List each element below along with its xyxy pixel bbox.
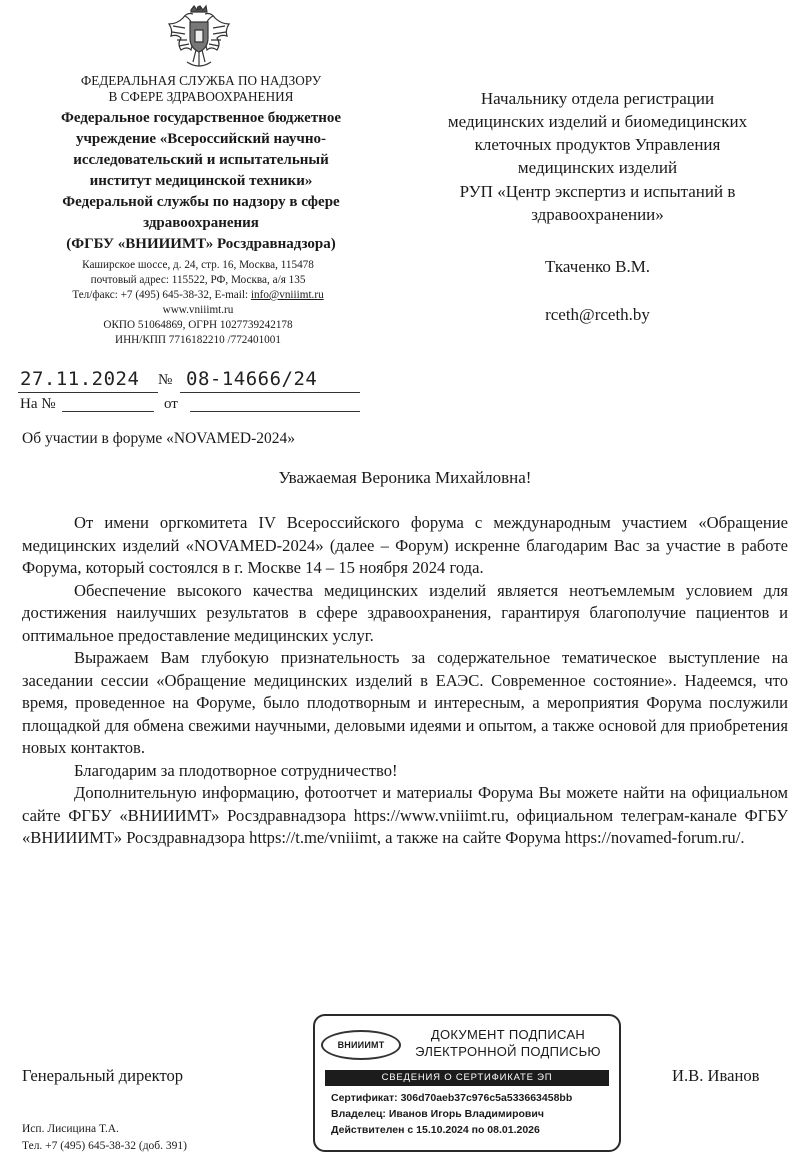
recipient-line: медицинских изделий и биомедицинских <box>447 112 748 131</box>
signature-stamp-title <box>399 1026 617 1060</box>
email-link[interactable]: info@vniiimt.ru <box>250 289 324 301</box>
sender-postal-address: почтовый адрес: 115522, РФ, Москва, а/я 135 <box>90 274 306 286</box>
phone-fax: Тел/факс: +7 (495) 645-38-32, E-mail: <box>72 289 251 301</box>
letter-subject: Об участии в форуме «NOVAMED-2024» <box>22 430 296 447</box>
paragraph: Дополнительную информацию, фотоотчет и материалы Форума Вы можете найти на официальном сайте ФГБУ «ВНИИИМТ» Росздравнадзора https://www.vniiimt.ru, официальном телеграм-канале ФГБУ «ВНИИИМТ» Росздравнадзора https://t.me/vniiimt, а также на сайте Форума https://novamed-forum.ru/. <box>22 783 788 847</box>
certificate-validity: Действителен с 15.10.2024 по 08.01.2026 <box>331 1124 540 1136</box>
executor-phone: Тел. +7 (495) 645-38-32 (доб. 391) <box>22 1140 187 1152</box>
org-name-line: Федеральное государственное бюджетное <box>60 110 342 126</box>
signatory-position: Генеральный директор <box>22 1066 184 1085</box>
recipient-line: клеточных продуктов Управления <box>474 135 721 154</box>
recipient-line: медицинских изделий <box>517 158 678 177</box>
reference-number-label: На № <box>20 396 56 412</box>
signatory-name: И.В. Иванов <box>672 1066 760 1085</box>
sender-website[interactable]: www.vniiimt.ru <box>162 304 234 316</box>
sender-inn-kpp: ИНН/КПП 7716182210 /772401001 <box>115 334 281 346</box>
recipient-line: РУП «Центр экспертиз и испытаний в <box>459 182 736 201</box>
greeting: Уважаемая Вероника Михайловна! <box>278 468 532 487</box>
coat-of-arms-icon <box>163 4 235 72</box>
org-name-line: Федеральной службы по надзору в сфере <box>62 194 340 210</box>
paragraph: Выражаем Вам глубокую признательность за содержательное тематическое выступление на заседании сессии «Обращение медицинских изделий в ЕАЭС. Современное состояние». Надеемся, что время, проведенное на Форуме, было плодотворным и интересным, а мероприятия Форума послужили площадкой для обмена свежими научными, деловыми идеями и опытом, а также основой для приобретения новых контактов. <box>22 648 788 757</box>
reference-date-line <box>190 411 360 412</box>
signature-stamp-title-line-1: ДОКУМЕНТ ПОДПИСАН <box>430 1027 586 1042</box>
number-underline <box>180 392 360 393</box>
paragraph: Благодарим за плодотворное сотрудничество! <box>74 760 398 780</box>
recipient-line: Начальнику отдела регистрации <box>480 89 715 108</box>
org-name-line: (ФГБУ «ВНИИИМТ» Росздравнадзора) <box>66 236 336 252</box>
reference-from-label: от <box>164 396 178 412</box>
letter-body <box>22 512 788 850</box>
outgoing-number: 08-14666/24 <box>186 368 318 390</box>
agency-name-line-2: В СФЕРЕ ЗДРАВООХРАНЕНИЯ <box>108 89 294 104</box>
executor-name: Исп. Лисицина Т.А. <box>22 1123 119 1135</box>
recipient-line: здравоохранении» <box>531 205 664 224</box>
certificate-serial: Сертификат: 306d70aeb37c976c5a533663458bb <box>331 1092 573 1104</box>
sender-phone-email <box>12 288 384 304</box>
certificate-info-header: СВЕДЕНИЯ О СЕРТИФИКАТЕ ЭП <box>325 1070 609 1086</box>
date-underline <box>18 392 158 393</box>
recipient-email: rceth@rceth.by <box>545 305 650 324</box>
recipient-name: Ткаченко В.М. <box>544 257 651 276</box>
certificate-owner: Владелец: Иванов Игорь Владимирович <box>331 1108 544 1120</box>
signature-stamp-title-line-2: ЭЛЕКТРОННОЙ ПОДПИСЬЮ <box>415 1044 601 1059</box>
reference-number-line <box>62 411 154 412</box>
org-name-line: институт медицинской техники» <box>89 173 313 189</box>
org-name-line: учреждение «Всероссийский научно- <box>75 131 327 147</box>
organization-logo: ВНИИИМТ <box>321 1030 401 1060</box>
number-sign: № <box>158 372 173 388</box>
sender-okpo-ogrn: ОКПО 51064869, ОГРН 1027739242178 <box>103 319 293 331</box>
paragraph: Обеспечение высокого качества медицинских изделий является неотъемлемым условием для достижения наилучших результатов в сфере здравоохранения, гарантируя благополучие пациентов и оптимальное предоставление медицинских услуг. <box>22 580 788 645</box>
org-name-line: исследовательский и испытательный <box>73 152 329 168</box>
outgoing-date: 27.11.2024 <box>20 368 140 390</box>
electronic-signature-stamp <box>313 1014 621 1152</box>
paragraph: От имени оргкомитета IV Всероссийского форума с международным участием «Обращение медицинских изделий «NOVAMED-2024» (далее – Форум) искренне благодарим Вас за участие в работе Форума, который состоялся в г. Москве 14 – 15 ноября 2024 года. <box>22 513 788 577</box>
org-name-line: здравоохранения <box>143 215 259 231</box>
agency-name-line-1: ФЕДЕРАЛЬНАЯ СЛУЖБА ПО НАДЗОРУ <box>80 73 322 88</box>
sender-address: Каширское шоссе, д. 24, стр. 16, Москва, 115478 <box>82 259 314 271</box>
